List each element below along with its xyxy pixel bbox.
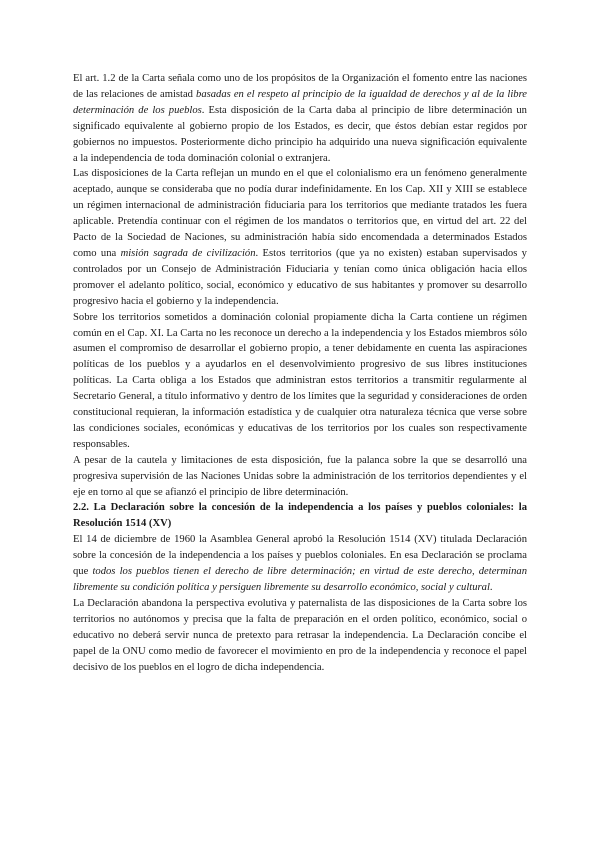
paragraph-cap-xi: Sobre los territorios sometidos a dominación colonial propiamente dicha la Carta contiene un régimen común en el Cap. XI. La Carta no les reconoce un derecho a la independencia y los Estados miembros sólo asumen el compromiso de desarrollar el gobierno propio, a tener debidamente en cuenta las aspiraciones políticas de los pueblos y a ayudarlos en el desenvolvimiento progresivo de sus libres instituciones políticas. La Carta obliga a los Estados que administran estos territorios a transmitir regularmente al Secretario General, a título informativo y dentro de los límites que la seguridad y consideraciones de orden constitucional requieran, la información estadística y de cualquier otra naturaleza técnica que verse sobre las condiciones sociales, económicas y educativas de los territorios por los cuales son respectivamente responsables. — [73, 311, 527, 450]
paragraph-text: El art. 1.2 de la Carta señala como uno de los propósitos de la Organización el fomento entre las naciones de las relaciones de amistad — [73, 73, 527, 100]
paragraph-carta-art-1-2 — [73, 71, 527, 166]
document-body — [73, 71, 527, 675]
paragraph-colonialismo — [73, 166, 527, 309]
paragraph-supervision: A pesar de la cautela y limitaciones de esta disposición, fue la palanca sobre la que se desarrolló una progresiva supervisión de las Naciones Unidas sobre la administración de los territorios dependientes y el eje en torno al que se afianzó el principio de libre determinación. — [73, 454, 527, 498]
section-heading: 2.2. La Declaración sobre la concesión de la independencia a los países y pueblos coloniales: la Resolución 1514 (XV) — [73, 502, 527, 530]
emphasis-quote: basadas en el respeto al principio de la igualdad de derechos y al de la libre determinación de los pueblos — [73, 88, 527, 116]
paragraph-declaracion: La Declaración abandona la perspectiva evolutiva y paternalista de las disposiciones de la Carta sobre los territorios no autónomos y precisa que la falta de preparación en el orden político, económico, social o educativo no deberá servir nunca de pretexto para retrasar la independencia. La Declaración concibe el papel de la ONU como medio de favorecer el movimiento en pro de la independencia y reconoce el papel decisivo de los pueblos en el logro de dicha independencia. — [73, 597, 527, 673]
emphasis-quote: todos los pueblos tienen el derecho de libre determinación; en virtud de este derecho, determinan libremente su condición política y persiguen libremente su desarrollo económico, social y cultural — [73, 566, 528, 593]
paragraph-text: . Esta disposición de la Carta daba al principio de libre determinación un significado equivalente al gobierno propio de los Estados, es decir, que éstos debían estar regidos por gobiernos no impuestos. Posteriormente dicho principio ha adquirido una nueva significación equivalente a la independencia de toda dominación colonial o extranjera. — [73, 104, 527, 164]
paragraph-text: . Estos territorios (que ya no existen) estaban supervisados y controlados por un Consejo de Administración Fiduciaria y tenían como única obligación hacia ellos promover el adelanto político, social, económico y educativo de sus habitantes y promover su desarrollo progresivo hacia el gobierno y la independencia. — [73, 247, 527, 307]
emphasis-quote: misión sagrada de civilización — [120, 247, 256, 259]
paragraph-resolucion-1514 — [73, 532, 527, 596]
paragraph-text: . — [489, 582, 493, 593]
paragraph-text: El 14 de diciembre de 1960 la Asamblea General aprobó la Resolución 1514 (XV) titulada Declaración sobre la concesión de la independencia a los países y pueblos coloniales. En esa Declaración se proclama que — [73, 534, 527, 578]
paragraph-text: Las disposiciones de la Carta reflejan un mundo en el que el colonialismo era un fenómeno generalmente aceptado, aunque se consideraba que no podía durar indefinidamente. En los Cap. XII y XIII se establece un régimen internacional de administración fiduciaria para los territorios que mediante tratados les fuera aplicable. Pretendía continuar con el régimen de los mandatos o territorios que, en virtud del art. 22 del Pacto de la Sociedad de Naciones, su administración había sido encomendada a determinados Estados como una — [73, 168, 527, 259]
